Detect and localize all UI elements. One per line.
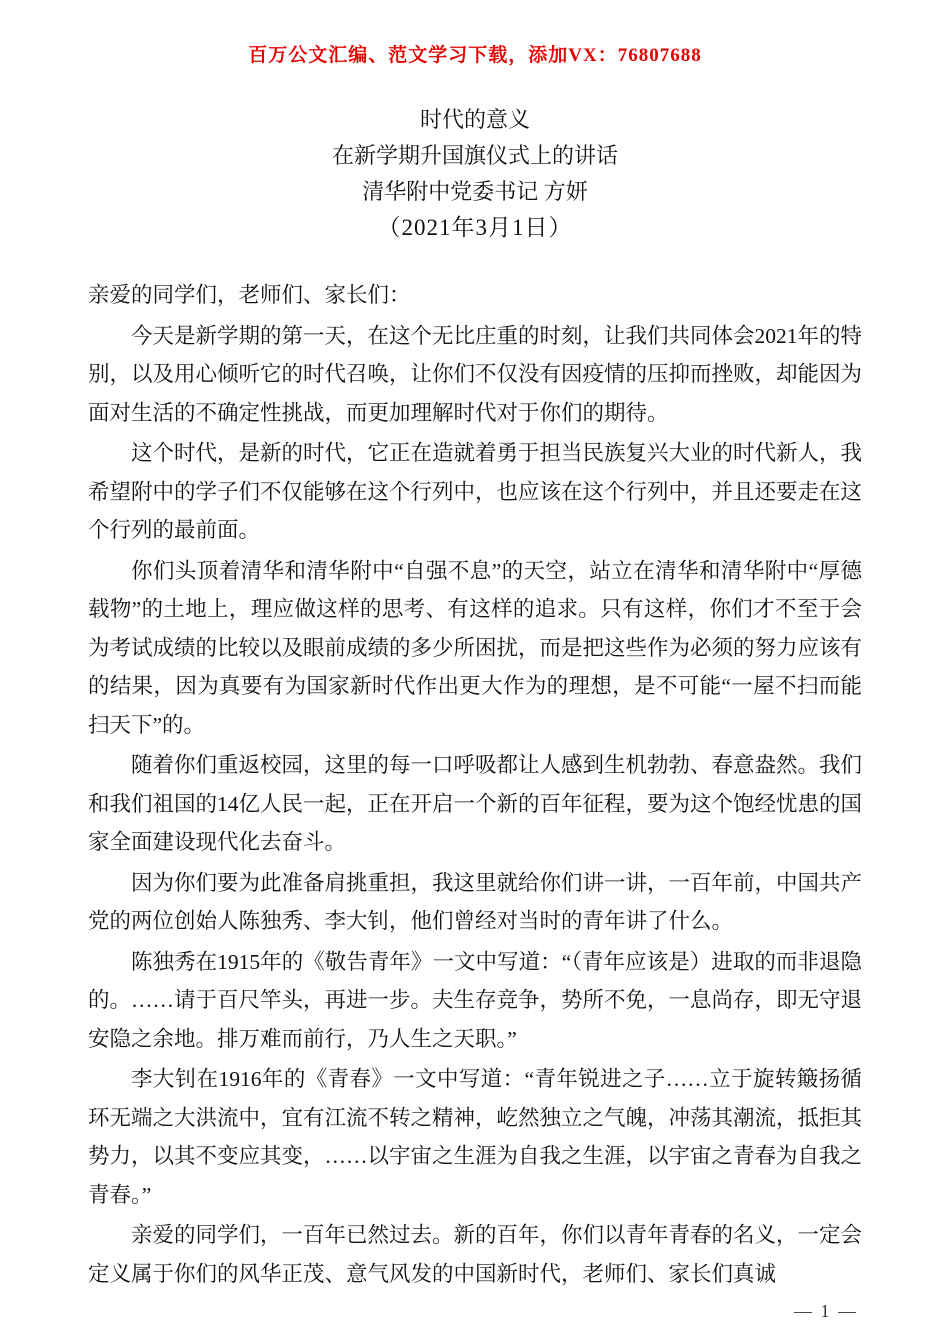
promo-banner bbox=[0, 40, 950, 67]
document-author: 清华附中党委书记 方妍 bbox=[362, 179, 588, 204]
title-block bbox=[0, 102, 950, 246]
page-number: — 1 — bbox=[794, 1301, 858, 1321]
paragraph-2: 这个时代，是新的时代，它正在造就着勇于担当民族复兴大业的时代新人，我希望附中的学子们不仅能够在这个行列中，也应该在这个行列中，并且还要走在这个行列的最前面。 bbox=[88, 441, 863, 542]
paragraph-7: 李大钊在1916年的《青春》一文中写道：“青年锐进之子……立于旋转簸扬循环无端之大洪流中，宜有江流不转之精神，屹然独立之气魄，冲荡其潮流，抵拒其势力，以其不变应其变，……以宇宙之生涯为自我之生涯，以宇宙之青春为自我之青春。” bbox=[88, 1067, 863, 1207]
paragraph-6: 陈独秀在1915年的《敬告青年》一文中写道：“（青年应该是）进取的而非退隐的。……请于百尺竿头，再进一步。夫生存竞争，势所不免，一息尚存，即无守退安隐之余地。排万难而前行，乃人生之天职。” bbox=[88, 949, 863, 1051]
document-body bbox=[88, 276, 862, 1295]
paragraph-8: 亲爱的同学们，一百年已然过去。新的百年，你们以青年青春的名义，一定会定义属于你们的风华正茂、意气风发的中国新时代，老师们、家长们真诚 bbox=[88, 1223, 863, 1286]
promo-banner-text: 百万公文汇编、范文学习下载，添加VX：76807688 bbox=[248, 45, 702, 66]
salutation: 亲爱的同学们，老师们、家长们： bbox=[88, 283, 411, 307]
document-title: 时代的意义 bbox=[419, 107, 530, 132]
paragraph-3: 你们头顶着清华和清华附中“自强不息”的天空，站立在清华和清华附中“厚德载物”的土地上，理应做这样的思考、有这样的追求。只有这样，你们才不至于会为考试成绩的比较以及眼前成绩的多少所困扰，而是把这些作为必须的努力应该有的结果，因为真要有为国家新时代作出更大作为的理想，是不可能“一屋不扫而能扫天下”的。 bbox=[88, 558, 863, 737]
document-date: （2021年3月1日） bbox=[377, 215, 573, 240]
paragraph-5: 因为你们要为此准备肩挑重担，我这里就给你们讲一讲，一百年前，中国共产党的两位创始人陈独秀、李大钊，他们曾经对当时的青年讲了什么。 bbox=[88, 870, 863, 933]
paragraph-1: 今天是新学期的第一天，在这个无比庄重的时刻，让我们共同体会2021年的特别，以及用心倾听它的时代召唤，让你们不仅没有因疫情的压抑而挫败，却能因为面对生活的不确定性挑战，而更加理解时代对于你们的期待。 bbox=[88, 323, 863, 425]
paragraph-4: 随着你们重返校园，这里的每一口呼吸都让人感到生机勃勃、春意盎然。我们和我们祖国的14亿人民一起，正在开启一个新的百年征程，要为这个饱经忧患的国家全面建设现代化去奋斗。 bbox=[88, 753, 863, 854]
document-subtitle: 在新学期升国旗仪式上的讲话 bbox=[331, 143, 618, 168]
